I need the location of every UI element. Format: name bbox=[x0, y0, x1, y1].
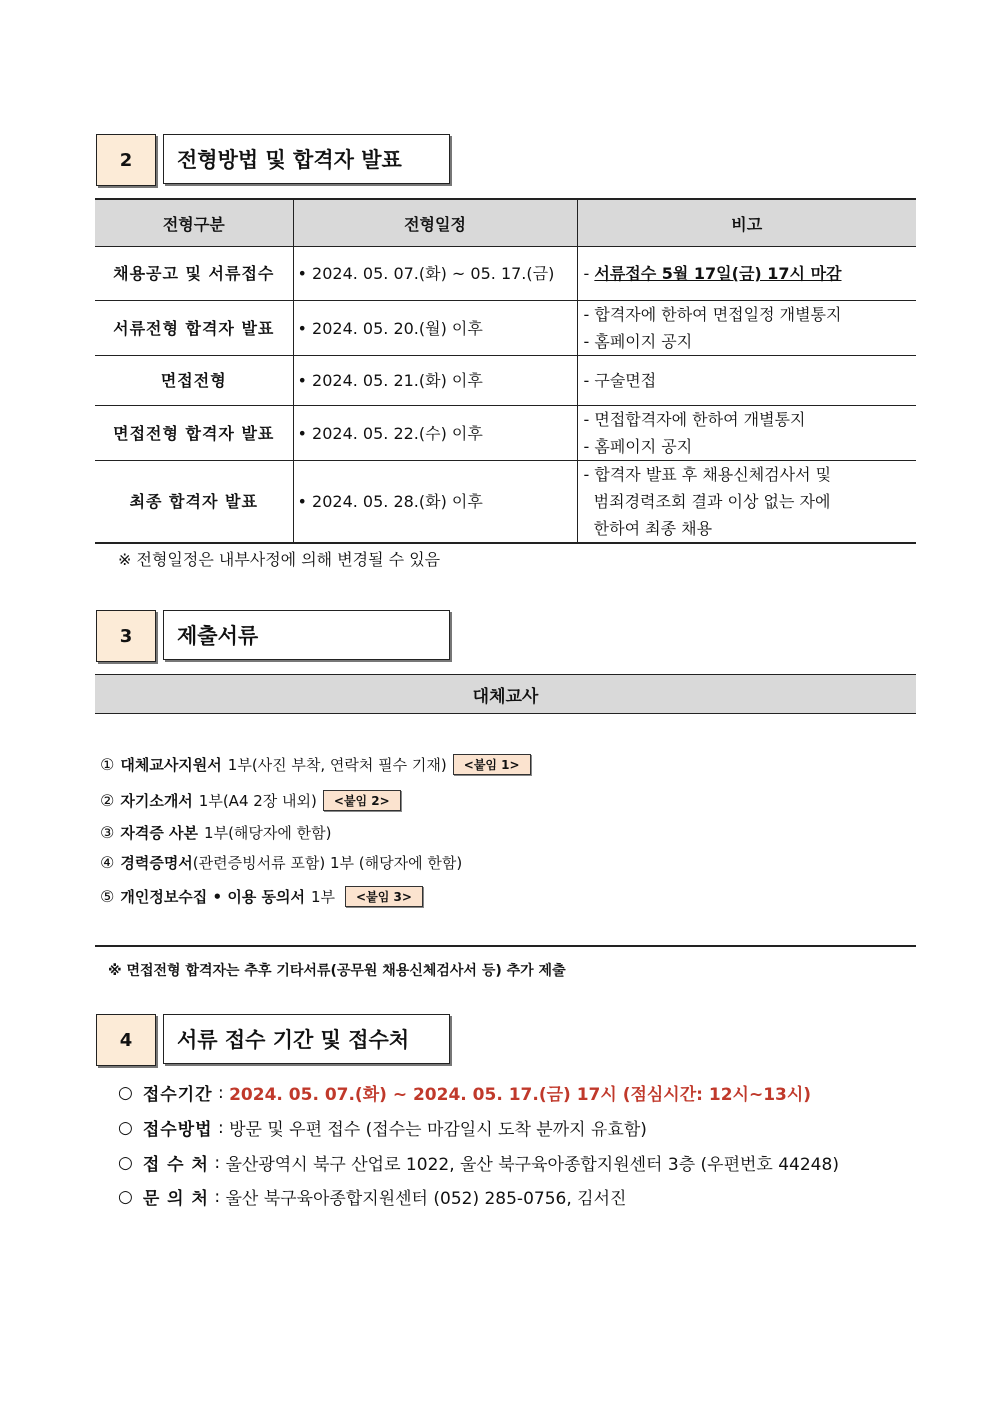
info-sep: : bbox=[212, 1082, 230, 1103]
circle-bullet-icon: ○ bbox=[118, 1082, 133, 1103]
stage-cell: 면접전형 bbox=[95, 356, 293, 406]
substitute-teacher-header: 대체교사 bbox=[95, 674, 916, 714]
date-cell: • 2024. 05. 22.(수) 이후 bbox=[293, 406, 577, 461]
item-detail: 1부 bbox=[311, 888, 336, 906]
header-date: 전형일정 bbox=[293, 199, 577, 247]
date-cell: • 2024. 05. 07.(화) ~ 05. 17.(금) bbox=[293, 247, 577, 301]
attachment-tag: <붙임 2> bbox=[323, 790, 401, 811]
deadline-note: 서류접수 5월 17일(금) 17시 마감 bbox=[594, 264, 842, 283]
info-label: 접수방법 bbox=[142, 1120, 213, 1140]
note-line: 한하여 최종 채용 bbox=[583, 519, 713, 538]
header-stage: 전형구분 bbox=[95, 199, 293, 247]
info-contact bbox=[118, 1184, 626, 1209]
section-3-number: 3 bbox=[96, 610, 156, 662]
stage-cell: 채용공고 및 서류접수 bbox=[95, 247, 293, 301]
info-sep: : bbox=[208, 1152, 226, 1173]
info-value: 방문 및 우편 접수 (접수는 마감일시 도착 분까지 유효함) bbox=[229, 1120, 647, 1140]
schedule-footnote: ※ 전형일정은 내부사정에 의해 변경될 수 있음 bbox=[118, 550, 441, 569]
info-label: 접 수 처 bbox=[142, 1155, 209, 1175]
section-4-number: 4 bbox=[96, 1014, 156, 1066]
item-name: 대체교사지원서 bbox=[120, 756, 222, 774]
circle-bullet-icon: ○ bbox=[118, 1186, 133, 1207]
date-cell: • 2024. 05. 20.(월) 이후 bbox=[293, 301, 577, 356]
info-location bbox=[118, 1150, 839, 1175]
section-4-title: 서류 접수 기간 및 접수처 bbox=[163, 1014, 450, 1064]
list-item bbox=[100, 754, 531, 775]
item-detail: 1부(해당자에 한함) bbox=[204, 824, 332, 842]
info-method bbox=[118, 1115, 647, 1140]
info-sep: : bbox=[208, 1186, 226, 1207]
item-name: 자격증 사본 bbox=[120, 824, 199, 842]
info-label: 문 의 처 bbox=[142, 1189, 209, 1209]
list-item bbox=[100, 822, 331, 843]
list-item bbox=[100, 886, 423, 907]
stage-cell: 서류전형 합격자 발표 bbox=[95, 301, 293, 356]
date-cell: • 2024. 05. 21.(화) 이후 bbox=[293, 356, 577, 406]
info-period bbox=[118, 1080, 811, 1105]
info-label: 접수기간 bbox=[142, 1085, 213, 1105]
table-row bbox=[95, 406, 916, 461]
info-value: 2024. 05. 07.(화) ~ 2024. 05. 17.(금) 17시 (점심시간: 12시~13시) bbox=[229, 1085, 812, 1105]
table-row bbox=[95, 356, 916, 406]
note-line: - 홈페이지 공지 bbox=[583, 332, 693, 351]
item-detail: 1부(A4 2장 내외) bbox=[198, 792, 317, 810]
schedule-table bbox=[95, 198, 916, 544]
item-name: 경력증명서 bbox=[120, 854, 193, 872]
notes-cell bbox=[577, 301, 916, 356]
item-number: ⑤ bbox=[100, 887, 115, 906]
item-detail: 1부(사진 부착, 연락처 필수 기재) bbox=[227, 756, 447, 774]
note-line: - 합격자 발표 후 채용신체검사서 및 bbox=[583, 465, 832, 484]
attachment-tag: <붙임 1> bbox=[453, 754, 531, 775]
note-line: - 합격자에 한하여 면접일정 개별통지 bbox=[583, 305, 842, 324]
stage-cell: 면접전형 합격자 발표 bbox=[95, 406, 293, 461]
notes-cell bbox=[577, 247, 916, 301]
item-number: ③ bbox=[100, 823, 115, 842]
note-dash: - bbox=[583, 264, 595, 283]
table-row bbox=[95, 247, 916, 301]
item-detail: (관련증빙서류 포함) 1부 (해당자에 한함) bbox=[192, 854, 463, 872]
divider bbox=[95, 945, 916, 947]
schedule-header-row bbox=[95, 199, 916, 247]
attachment-tag: <붙임 3> bbox=[345, 886, 423, 907]
section-3-title: 제출서류 bbox=[163, 610, 450, 660]
date-cell: • 2024. 05. 28.(화) 이후 bbox=[293, 461, 577, 544]
note-line: - 홈페이지 공지 bbox=[583, 437, 693, 456]
stage-cell: 최종 합격자 발표 bbox=[95, 461, 293, 544]
table-row bbox=[95, 301, 916, 356]
item-number: ④ bbox=[100, 853, 115, 872]
circle-bullet-icon: ○ bbox=[118, 1117, 133, 1138]
table-row bbox=[95, 461, 916, 544]
item-name: 자기소개서 bbox=[120, 792, 193, 810]
note-line: 범죄경력조회 결과 이상 없는 자에 bbox=[583, 492, 831, 511]
item-number: ① bbox=[100, 755, 115, 774]
item-name: 개인정보수집 • 이용 동의서 bbox=[120, 888, 305, 906]
notes-cell bbox=[577, 461, 916, 544]
notes-cell bbox=[577, 406, 916, 461]
circle-bullet-icon: ○ bbox=[118, 1152, 133, 1173]
section-2-number: 2 bbox=[96, 134, 156, 186]
section-2-title: 전형방법 및 합격자 발표 bbox=[163, 134, 450, 184]
header-notes: 비고 bbox=[577, 199, 916, 247]
info-value: 울산 북구육아종합지원센터 (052) 285-0756, 김서진 bbox=[225, 1189, 627, 1209]
list-item bbox=[100, 852, 462, 873]
interview-note: ※ 면접전형 합격자는 추후 기타서류(공무원 채용신체검사서 등) 추가 제출 bbox=[108, 963, 566, 979]
info-sep: : bbox=[212, 1117, 230, 1138]
list-item bbox=[100, 790, 401, 811]
notes-cell: - 구술면접 bbox=[577, 356, 916, 406]
note-line: - 면접합격자에 한하여 개별통지 bbox=[583, 410, 806, 429]
item-number: ② bbox=[100, 791, 115, 810]
info-value: 울산광역시 북구 산업로 1022, 울산 북구육아종합지원센터 3층 (우편번호 44248) bbox=[225, 1155, 839, 1175]
